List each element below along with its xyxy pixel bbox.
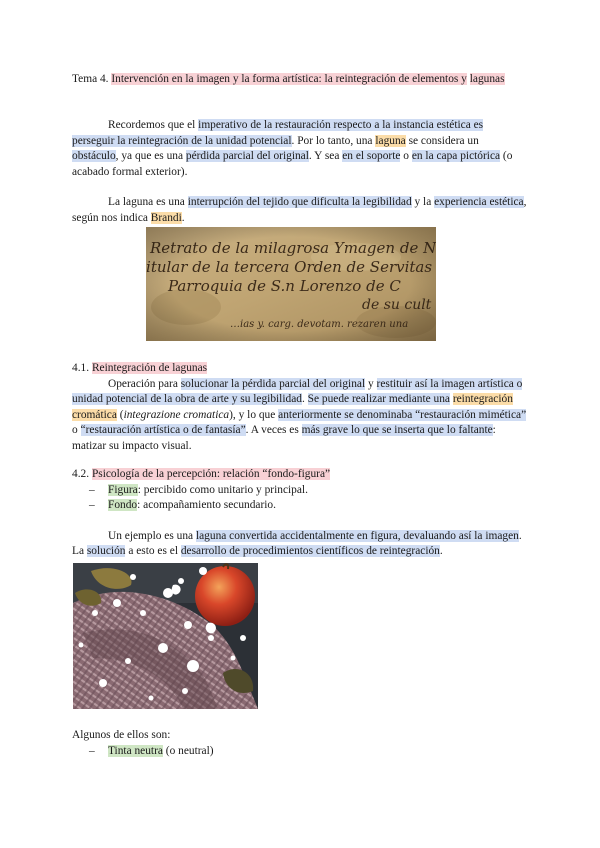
text-run: . A veces es bbox=[245, 424, 302, 437]
section-4-1 bbox=[72, 361, 528, 455]
section-4-2-title: Psicología de la percepción: relación “fondo-figura” bbox=[91, 468, 331, 480]
highlighted-text: Brandi bbox=[150, 211, 182, 224]
section-4-1-title: Reintegración de lagunas bbox=[91, 362, 208, 374]
methods-list bbox=[72, 744, 528, 760]
highlighted-text: obstáculo bbox=[72, 150, 116, 163]
section-4-2 bbox=[72, 467, 528, 560]
text-run: ), y lo que bbox=[229, 408, 279, 421]
text-run: . Y sea bbox=[308, 150, 343, 163]
term-figura: Figura bbox=[108, 483, 138, 496]
intro-paragraph-1 bbox=[72, 118, 528, 180]
text-run: . Por lo tanto, una bbox=[291, 134, 376, 147]
text-run: a esto es el bbox=[125, 545, 181, 558]
list-dash: – bbox=[89, 499, 95, 512]
list-item-figura bbox=[72, 483, 528, 499]
manuscript-image bbox=[146, 227, 436, 341]
text-run: Operación para bbox=[108, 377, 181, 390]
text-run: : matizar su impacto visual. bbox=[72, 424, 496, 452]
highlighted-text: en la capa pictórica bbox=[411, 150, 501, 163]
text-run: se considera un bbox=[405, 134, 479, 147]
term-tinta-neutra-desc: (o neutral) bbox=[162, 744, 214, 757]
still-life-lacunae-image bbox=[73, 563, 258, 709]
document-title bbox=[72, 72, 528, 88]
highlighted-text: desarrollo de procedimientos científicos de reintegración bbox=[180, 545, 440, 558]
title-text-line1: Intervención en la imagen y la forma artística: la reintegración de elementos y bbox=[111, 73, 467, 85]
text-run: La laguna es una bbox=[108, 196, 188, 209]
section-4-1-heading bbox=[72, 361, 528, 377]
list-item-fondo bbox=[72, 498, 528, 514]
text-run: o bbox=[400, 150, 412, 163]
text-run: , ya que es una bbox=[115, 150, 186, 163]
intro-paragraph-2 bbox=[72, 195, 528, 226]
highlighted-text: anteriormente se denominaba “restauración mimética” bbox=[278, 408, 527, 421]
highlighted-text: en el soporte bbox=[342, 150, 401, 163]
title-text-line2: lagunas bbox=[469, 73, 505, 85]
title-prefix: Tema 4. bbox=[72, 73, 112, 85]
highlighted-text: experiencia estética bbox=[434, 196, 524, 209]
text-run: ( bbox=[116, 408, 124, 421]
highlighted-text: “restauración artística o de fantasía” bbox=[80, 424, 246, 437]
text-run: . bbox=[181, 211, 185, 224]
highlighted-text: solucionar la pérdida parcial del original bbox=[180, 377, 366, 390]
list-item-tinta-neutra bbox=[72, 744, 528, 760]
text-run: . La bbox=[72, 529, 522, 558]
section-4-2-heading bbox=[72, 467, 528, 483]
highlighted-text: imperativo de la restauración respecto a la instancia estética es perseguir la reintegración de la unidad potencial bbox=[72, 119, 484, 147]
highlighted-text: pérdida parcial del original bbox=[185, 150, 309, 163]
section-4-2-number: 4.2. bbox=[72, 468, 92, 480]
section-4-1-paragraph bbox=[72, 377, 528, 455]
text-run: y bbox=[365, 377, 377, 390]
text-run: Recordemos que el bbox=[108, 119, 199, 131]
text-run: o bbox=[72, 424, 81, 437]
term-fondo-desc: : acompañamiento secundario. bbox=[137, 499, 276, 512]
italic-text: integrazione cromatica bbox=[123, 408, 230, 421]
list-dash: – bbox=[89, 744, 95, 757]
text-run: . bbox=[301, 393, 308, 406]
text-run: y la bbox=[411, 196, 435, 209]
figure-ground-list bbox=[72, 483, 528, 514]
highlighted-text: laguna bbox=[375, 134, 406, 147]
list-dash: – bbox=[89, 483, 95, 496]
highlighted-text: restituir así la imagen artística o unidad potencial de la obra de arte y su legibilidad bbox=[72, 377, 523, 406]
methods-section bbox=[72, 728, 528, 759]
section-4-2-paragraph bbox=[72, 529, 528, 560]
text-run: Un ejemplo es una bbox=[108, 529, 196, 542]
section-4-1-number: 4.1. bbox=[72, 362, 92, 374]
term-tinta-neutra: Tinta neutra bbox=[108, 744, 163, 757]
highlighted-text: solución bbox=[86, 545, 126, 558]
text-run: (o acabado formal exterior). bbox=[72, 150, 513, 178]
methods-intro: Algunos de ellos son: bbox=[72, 729, 171, 741]
highlighted-text: reintegración cromática bbox=[72, 393, 513, 421]
intro-section bbox=[72, 118, 528, 227]
text-run: , según nos indica bbox=[72, 196, 527, 224]
term-fondo: Fondo bbox=[108, 499, 138, 512]
text-run: . bbox=[439, 545, 443, 558]
highlighted-text: más grave lo que se inserta que lo faltante bbox=[301, 424, 493, 437]
highlighted-text: Se puede realizar mediante una bbox=[307, 393, 450, 406]
term-figura-desc: : percibido como unitario y principal. bbox=[137, 483, 308, 496]
highlighted-text: laguna convertida accidentalmente en figura, devaluando así la imagen bbox=[195, 529, 519, 542]
highlighted-text: interrupción del tejido que dificulta la legibilidad bbox=[187, 196, 412, 209]
